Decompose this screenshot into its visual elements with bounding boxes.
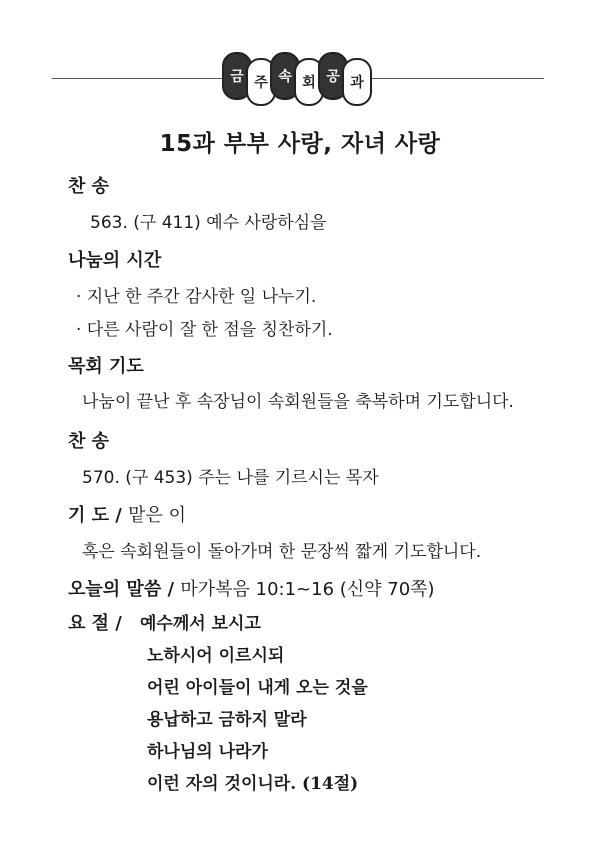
sharing-item: · 지난 한 주간 감사한 일 나누기. xyxy=(76,287,317,307)
section-heading-key-verse: 요 절 / xyxy=(68,613,122,634)
prayer-heading: 기 도 / xyxy=(68,505,122,526)
key-verse-line: 하나님의 나라가 xyxy=(147,742,268,762)
prayer-leader: 맡은 이 xyxy=(128,505,187,526)
section-heading-prayer-intro: 목회 기도 xyxy=(68,356,144,377)
key-verse-line: 노하시어 이르시되 xyxy=(147,646,285,666)
key-verse-line: 용납하고 금하지 말라 xyxy=(147,710,307,730)
sharing-item: · 다른 사람이 잘 한 점을 칭찬하기. xyxy=(76,320,333,340)
header-pills xyxy=(222,55,372,103)
key-verse-line: 어린 아이들이 내게 오는 것을 xyxy=(147,678,368,698)
section-heading-scripture xyxy=(68,575,435,601)
pill: 속 xyxy=(270,52,300,100)
section-heading-hymn2: 찬 송 xyxy=(68,431,110,452)
scripture-reference: 마가복음 10:1~16 (신약 70쪽) xyxy=(180,579,435,600)
section-heading-hymn1: 찬 송 xyxy=(68,176,110,197)
section-heading-sharing: 나눔의 시간 xyxy=(68,250,162,271)
pill: 과 xyxy=(342,58,372,106)
pill: 공 xyxy=(318,52,348,100)
key-verse-line: 예수께서 보시고 xyxy=(140,614,261,634)
page-title: 15과 부부 사랑, 자녀 사랑 xyxy=(159,131,441,157)
prayer-intro-text: 나눔이 끝난 후 속장님이 속회원들을 축복하며 기도합니다. xyxy=(82,392,514,412)
scripture-heading: 오늘의 말씀 / xyxy=(68,579,175,600)
pill: 주 xyxy=(246,58,276,106)
hymn2-text: 570. (구 453) 주는 나를 기르시는 목자 xyxy=(82,468,379,488)
pill: 회 xyxy=(294,58,324,106)
hymn1-text: 563. (구 411) 예수 사랑하심을 xyxy=(90,213,327,233)
pill: 금 xyxy=(222,52,252,100)
prayer-text: 혹은 속회원들이 돌아가며 한 문장씩 짧게 기도합니다. xyxy=(82,542,482,562)
key-verse-line: 이런 자의 것이니라. (14절) xyxy=(147,774,359,794)
section-heading-prayer xyxy=(68,501,186,527)
